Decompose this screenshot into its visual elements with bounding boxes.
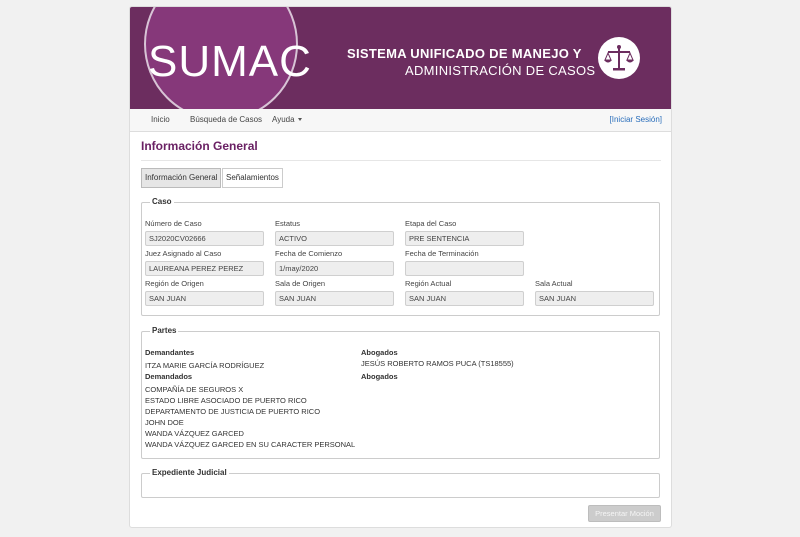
abogado-item: JESÚS ROBERTO RAMOS PUCA (TS18555): [361, 359, 514, 368]
abogados-demandados-heading: Abogados: [361, 372, 398, 381]
nav-ayuda[interactable]: [272, 115, 302, 124]
caso-fieldset: [141, 197, 660, 316]
banner-title-line2: ADMINISTRACIÓN DE CASOS: [405, 63, 596, 78]
region-actual-input[interactable]: [405, 291, 524, 306]
top-navbar: [130, 109, 671, 132]
nav-busqueda-de-casos[interactable]: Búsqueda de Casos: [190, 115, 263, 124]
tab-informacion-general[interactable]: Información General: [141, 168, 221, 188]
estatus-label: Estatus: [275, 219, 301, 228]
fecha-comienzo-input[interactable]: [275, 261, 394, 276]
demandado-item: DEPARTAMENTO DE JUSTICIA DE PUERTO RICO: [145, 407, 321, 416]
caret-down-icon: [298, 118, 302, 121]
fecha-terminacion-input[interactable]: [405, 261, 524, 276]
demandado-item: WANDA VÁZQUEZ GARCED: [145, 429, 244, 438]
header-banner: [130, 7, 671, 109]
page-title: Información General: [141, 139, 258, 153]
sumac-logo: SUMAC: [148, 37, 312, 86]
demandado-item: COMPAÑÍA DE SEGUROS X: [145, 385, 244, 394]
expediente-fieldset: [141, 468, 660, 498]
sala-actual-label: Sala Actual: [535, 279, 573, 288]
region-origen-input[interactable]: [145, 291, 264, 306]
demandado-item: JOHN DOE: [145, 418, 184, 427]
fecha-terminacion-label: Fecha de Terminación: [405, 249, 479, 258]
numero-caso-label: Número de Caso: [145, 219, 202, 228]
estatus-input[interactable]: [275, 231, 394, 246]
etapa-caso-label: Etapa del Caso: [405, 219, 457, 228]
demandantes-heading: Demandantes: [145, 348, 195, 357]
region-origen-label: Región de Origen: [145, 279, 204, 288]
abogados-demandantes-heading: Abogados: [361, 348, 398, 357]
partes-legend: Partes: [152, 326, 177, 335]
demandante-item: ITZA MARIE GARCÍA RODRÍGUEZ: [145, 361, 265, 370]
caso-legend: Caso: [152, 197, 172, 206]
tab-senalamientos[interactable]: Señalamientos: [222, 168, 283, 188]
page-container: [129, 6, 672, 528]
nav-inicio[interactable]: Inicio: [151, 115, 170, 124]
juez-input[interactable]: [145, 261, 264, 276]
heading-divider: [141, 160, 661, 161]
login-link[interactable]: [Iniciar Sesión]: [609, 115, 662, 124]
numero-caso-input[interactable]: [145, 231, 264, 246]
demandado-item: WANDA VÁZQUEZ GARCED EN SU CARACTER PERSONAL: [145, 440, 356, 449]
region-actual-label: Región Actual: [405, 279, 452, 288]
sala-origen-input[interactable]: [275, 291, 394, 306]
demandados-heading: Demandados: [145, 372, 193, 381]
presentar-mocion-button[interactable]: Presentar Moción: [588, 505, 661, 522]
etapa-caso-input[interactable]: [405, 231, 524, 246]
nav-ayuda-label: Ayuda: [272, 115, 295, 124]
demandado-item: ESTADO LIBRE ASOCIADO DE PUERTO RICO: [145, 396, 307, 405]
sala-origen-label: Sala de Origen: [275, 279, 326, 288]
sala-actual-input[interactable]: [535, 291, 654, 306]
fecha-comienzo-label: Fecha de Comienzo: [275, 249, 343, 258]
expediente-legend: Expediente Judicial: [152, 468, 227, 477]
scales-of-justice-icon: [598, 37, 640, 79]
banner-title-line1: SISTEMA UNIFICADO DE MANEJO Y: [347, 46, 582, 61]
juez-label: Juez Asignado al Caso: [145, 249, 222, 258]
partes-fieldset: [141, 326, 660, 459]
